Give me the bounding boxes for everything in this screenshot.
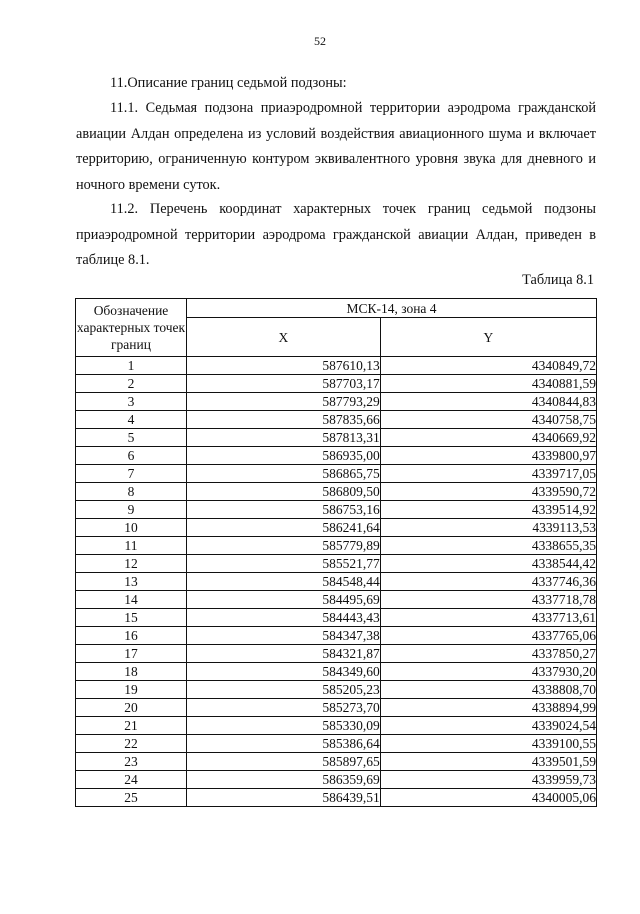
header-point-designation: Обозначение характерных точек границ (76, 299, 187, 357)
x-coordinate-cell: 585273,70 (187, 699, 381, 717)
x-coordinate-cell: 584347,38 (187, 627, 381, 645)
x-coordinate-cell: 584495,69 (187, 591, 381, 609)
point-number-cell: 19 (76, 681, 187, 699)
table-row (76, 591, 597, 609)
y-coordinate-cell: 4338894,99 (380, 699, 596, 717)
y-coordinate-cell: 4338544,42 (380, 555, 596, 573)
table-row (76, 627, 597, 645)
y-coordinate-cell: 4339113,53 (380, 519, 596, 537)
point-number-cell: 12 (76, 555, 187, 573)
point-number-cell: 21 (76, 717, 187, 735)
x-coordinate-cell: 587703,17 (187, 375, 381, 393)
y-coordinate-cell: 4340881,59 (380, 375, 596, 393)
y-coordinate-cell: 4337713,61 (380, 609, 596, 627)
y-coordinate-cell: 4340758,75 (380, 411, 596, 429)
x-coordinate-cell: 587610,13 (187, 357, 381, 375)
paragraph-11-2: 11.2. Перечень координат характерных точек границ седьмой подзоны приаэродромной территории аэродрома гражданской авиации Алдан, приведен в таблице 8.1. (76, 201, 596, 268)
table-row (76, 429, 597, 447)
point-number-cell: 3 (76, 393, 187, 411)
x-coordinate-cell: 584443,43 (187, 609, 381, 627)
point-number-cell: 23 (76, 753, 187, 771)
table-row (76, 573, 597, 591)
point-number-cell: 16 (76, 627, 187, 645)
point-number-cell: 22 (76, 735, 187, 753)
table-row (76, 447, 597, 465)
point-number-cell: 18 (76, 663, 187, 681)
x-coordinate-cell: 586935,00 (187, 447, 381, 465)
x-coordinate-cell: 586359,69 (187, 771, 381, 789)
y-coordinate-cell: 4340844,83 (380, 393, 596, 411)
y-coordinate-cell: 4340005,06 (380, 789, 596, 807)
x-coordinate-cell: 586753,16 (187, 501, 381, 519)
point-number-cell: 24 (76, 771, 187, 789)
table-row (76, 375, 597, 393)
point-number-cell: 2 (76, 375, 187, 393)
table-row (76, 393, 597, 411)
x-coordinate-cell: 587813,31 (187, 429, 381, 447)
y-coordinate-cell: 4340669,92 (380, 429, 596, 447)
table-row (76, 645, 597, 663)
point-number-cell: 6 (76, 447, 187, 465)
y-coordinate-cell: 4339514,92 (380, 501, 596, 519)
header-coordinate-system: МСК-14, зона 4 (187, 299, 597, 318)
table-row (76, 735, 597, 753)
table-row (76, 501, 597, 519)
paragraph-11-1: 11.1. Седьмая подзона приаэродромной территории аэродрома гражданской авиации Алдан определена из условий воздействия авиационного шума и включает территорию, ограниченную контуром эквивалентного уровня звука для дневного и ночного времени суток. (76, 100, 596, 193)
table-row (76, 555, 597, 573)
point-number-cell: 11 (76, 537, 187, 555)
table-row (76, 519, 597, 537)
point-number-cell: 8 (76, 483, 187, 501)
y-coordinate-cell: 4339800,97 (380, 447, 596, 465)
table-row (76, 357, 597, 375)
point-number-cell: 7 (76, 465, 187, 483)
table-row (76, 753, 597, 771)
table-row (76, 699, 597, 717)
table-row (76, 681, 597, 699)
x-coordinate-cell: 585521,77 (187, 555, 381, 573)
x-coordinate-cell: 586809,50 (187, 483, 381, 501)
x-coordinate-cell: 585779,89 (187, 537, 381, 555)
point-number-cell: 5 (76, 429, 187, 447)
x-coordinate-cell: 587793,29 (187, 393, 381, 411)
table-row (76, 609, 597, 627)
x-coordinate-cell: 585897,65 (187, 753, 381, 771)
x-coordinate-cell: 585205,23 (187, 681, 381, 699)
y-coordinate-cell: 4337930,20 (380, 663, 596, 681)
table-row (76, 483, 597, 501)
y-coordinate-cell: 4337718,78 (380, 591, 596, 609)
x-coordinate-cell: 587835,66 (187, 411, 381, 429)
table-row (76, 717, 597, 735)
table-row (76, 537, 597, 555)
point-number-cell: 10 (76, 519, 187, 537)
point-number-cell: 25 (76, 789, 187, 807)
x-coordinate-cell: 586241,64 (187, 519, 381, 537)
table-body (76, 357, 597, 807)
section-heading: 11.Описание границ седьмой подзоны: (110, 75, 347, 91)
y-coordinate-cell: 4339024,54 (380, 717, 596, 735)
y-coordinate-cell: 4338808,70 (380, 681, 596, 699)
point-number-cell: 9 (76, 501, 187, 519)
y-coordinate-cell: 4338655,35 (380, 537, 596, 555)
y-coordinate-cell: 4337765,06 (380, 627, 596, 645)
x-coordinate-cell: 584321,87 (187, 645, 381, 663)
point-number-cell: 13 (76, 573, 187, 591)
table-caption: Таблица 8.1 (522, 272, 594, 288)
y-coordinate-cell: 4337746,36 (380, 573, 596, 591)
point-number-cell: 15 (76, 609, 187, 627)
page-number: 52 (314, 34, 326, 48)
point-number-cell: 1 (76, 357, 187, 375)
y-coordinate-cell: 4339501,59 (380, 753, 596, 771)
x-coordinate-cell: 585330,09 (187, 717, 381, 735)
x-coordinate-cell: 586865,75 (187, 465, 381, 483)
x-coordinate-cell: 584349,60 (187, 663, 381, 681)
point-number-cell: 14 (76, 591, 187, 609)
point-number-cell: 20 (76, 699, 187, 717)
point-number-cell: 17 (76, 645, 187, 663)
table-row (76, 465, 597, 483)
y-coordinate-cell: 4337850,27 (380, 645, 596, 663)
y-coordinate-cell: 4339959,73 (380, 771, 596, 789)
table-row (76, 411, 597, 429)
y-coordinate-cell: 4340849,72 (380, 357, 596, 375)
y-coordinate-cell: 4339717,05 (380, 465, 596, 483)
header-x: X (187, 318, 381, 357)
y-coordinate-cell: 4339100,55 (380, 735, 596, 753)
x-coordinate-cell: 585386,64 (187, 735, 381, 753)
table-row (76, 789, 597, 807)
y-coordinate-cell: 4339590,72 (380, 483, 596, 501)
x-coordinate-cell: 584548,44 (187, 573, 381, 591)
header-y: Y (380, 318, 596, 357)
point-number-cell: 4 (76, 411, 187, 429)
table-row (76, 771, 597, 789)
coordinates-table (75, 298, 597, 807)
table-row (76, 663, 597, 681)
x-coordinate-cell: 586439,51 (187, 789, 381, 807)
